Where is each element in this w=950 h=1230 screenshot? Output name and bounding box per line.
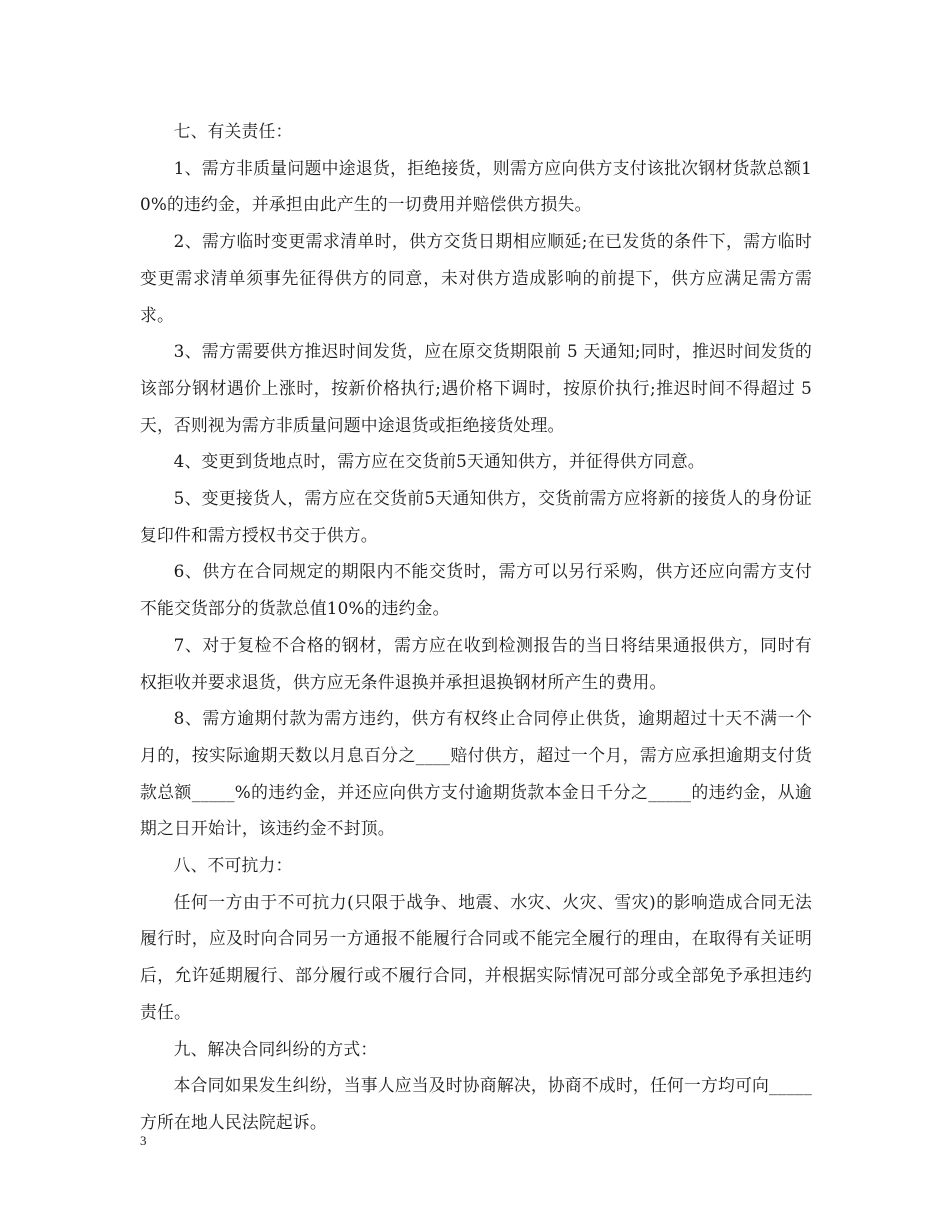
dispute-resolution-text: 本合同如果发生纠纷，当事人应当及时协商解决，协商不成时，任何一方均可向_____方所在地人民法院起诉。 — [140, 1075, 812, 1132]
page-number: 3 — [140, 1133, 147, 1148]
section-heading-force-majeure: 八、不可抗力： — [173, 855, 293, 876]
section-heading-dispute-resolution: 九、解决合同纠纷的方式： — [173, 1038, 378, 1059]
clause-7-inspection-failure: 7、对于复检不合格的钢材，需方应在收到检测报告的当日将结果通报供方，同时有权拒收并要求退货，供方应无条件退换并承担退换钢材所产生的费用。 — [140, 634, 812, 692]
document-body — [140, 113, 812, 1141]
force-majeure-text: 任何一方由于不可抗力(只限于战争、地震、水灾、火灾、雪灾)的影响造成合同无法履行时，应及时向合同另一方通报不能履行合同或不能完全履行的理由，在取得有关证明后，允许延期履行、部分履行或不履行合同，并根据实际情况可部分或全部免予承担违约责任。 — [140, 891, 812, 1022]
clause-3-delayed-delivery: 3、需方需要供方推迟时间发货，应在原交货期限前 5 天通知;同时，推迟时间发货的该部分钢材遇价上涨时，按新价格执行;遇价格下调时，按原价执行;推迟时间不得超过 5 天，否则视为需方非质量问题中途退货或拒绝接货处理。 — [140, 341, 812, 435]
clause-1-return-penalty: 1、需方非质量问题中途退货，拒绝接货，则需方应向供方支付该批次钢材货款总额10%的违约金，并承担由此产生的一切费用并赔偿供方损失。 — [140, 157, 812, 215]
section-heading-responsibilities: 七、有关责任： — [173, 121, 293, 141]
clause-4-delivery-location: 4、变更到货地点时，需方应在交货前5天通知供方，并征得供方同意。 — [173, 451, 705, 472]
clause-2-demand-change: 2、需方临时变更需求清单时，供方交货日期相应顺延;在已发货的条件下，需方临时变更需求清单须事先征得供方的同意，未对供方造成影响的前提下，供方应满足需方需求。 — [140, 231, 812, 325]
clause-8-late-payment: 8、需方逾期付款为需方违约，供方有权终止合同停止供货，逾期超过十天不满一个月的，按实际逾期天数以月息百分之____赔付供方，超过一个月，需方应承担逾期支付货款总额_____%的违约金，并还应向供方支付逾期货款本金日千分之_____的违约金，从逾期之日开始计，该违约金不封顶。 — [140, 708, 812, 839]
clause-6-supplier-default: 6、供方在合同规定的期限内不能交货时，需方可以另行采购，供方还应向需方支付不能交货部分的货款总值10%的违约金。 — [140, 561, 812, 619]
clause-5-receiver-change: 5、变更接货人，需方应在交货前5天通知供方，交货前需方应将新的接货人的身份证复印件和需方授权书交于供方。 — [140, 488, 812, 545]
